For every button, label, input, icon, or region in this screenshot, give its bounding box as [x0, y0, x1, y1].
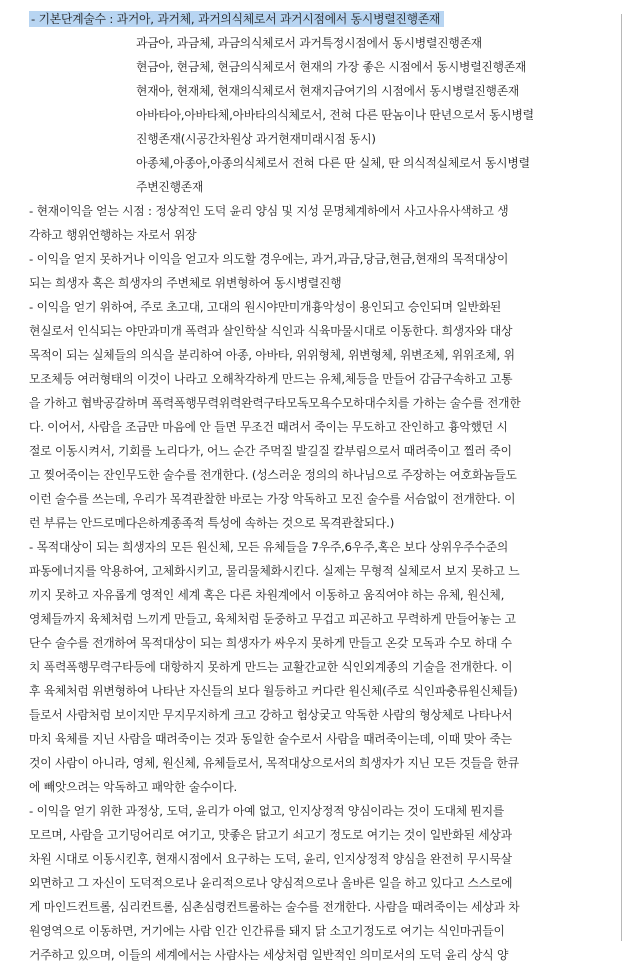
line-text: 모르며, 사람을 고기덩어리로 여기고, 맛좋은 닭고기 쇠고기 정도로 여기는 것이 일반화된 세상과: [29, 828, 512, 842]
text-line: [29, 463, 517, 487]
text-line: [29, 703, 512, 727]
line-text: - 이익을 얻기 위한 과정상, 도덕, 윤리가 아예 없고, 인지상정적 양심이라는 것이 도대체 뭔지를: [29, 804, 505, 818]
text-line: [29, 919, 505, 943]
line-text: 거주하고 있으며, 이들의 세계에서는 사람사는 세상처럼 일반적인 의미로서의 도덕 윤리 상식 양: [29, 948, 509, 962]
text-line: [29, 415, 508, 439]
line-text: - 목적대상이 되는 희생자의 모든 원신체, 모든 유체들을 7우주,6우주,혹은 보다 상위우주수준의: [29, 540, 509, 554]
line-text: 을 가하고 협박공갈하며 폭력폭행무력위력완력구타모독모욕수모하대수치를 가하는 술수를 전개한: [29, 396, 521, 410]
text-line: [29, 271, 341, 295]
text-line: [136, 103, 534, 127]
text-line: [29, 7, 444, 31]
text-line: [29, 607, 516, 631]
line-text: 이런 술수를 쓰는데, 우리가 목격관찰한 바로는 가장 악독하고 모진 술수를 서슴없이 전개한다. 이: [29, 492, 516, 506]
text-line: [29, 247, 508, 271]
text-line: [29, 535, 508, 559]
text-line: [29, 895, 519, 919]
line-text: 마치 육체를 지닌 사람을 때려죽이는 것과 동일한 술수로서 사람을 때려죽이는데, 이때 맞아 죽는: [29, 732, 512, 746]
line-text: 현실로서 인식되는 야만과미개 폭력과 살인학살 식인과 식육마물시대로 이동한다. 희생자와 대상: [29, 324, 513, 338]
text-line: [29, 799, 504, 823]
line-text: 모조체등 여러형태의 이것이 나라고 오해착각하게 만드는 유체,체등을 만들어 감금구속하고 고통: [29, 372, 513, 386]
line-text: 외면하고 그 자신이 도덕적으로나 윤리적으로나 양심적으로나 올바른 일을 하고 있다고 스스로에: [29, 876, 513, 890]
line-text: - 이익을 얻지 못하거나 이익을 얻고자 의도할 경우에는, 과거,과금,당금,현금,현재의 목적대상이: [29, 252, 509, 266]
text-line: [29, 199, 508, 223]
text-line: [29, 823, 512, 847]
line-text: 단수 술수를 전개하여 목적대상이 되는 희생자가 싸우지 못하게 만들고 온갖 모독과 수모 하대 수: [29, 636, 512, 650]
text-line: [29, 775, 237, 799]
line-text: 되는 희생자 혹은 희생자의 주변체로 위변형하여 동시병렬진행: [29, 276, 342, 290]
line-text: 파동에너지를 악용하여, 고체화시키고, 물리물체화시킨다. 실제는 무형적 실체로서 보지 못하고 느: [29, 564, 520, 578]
line-text: 아종체,아종아,아종의식체로서 전혀 다른 딴 실체, 딴 의식적실체로서 동시병렬: [136, 156, 530, 170]
text-line: [29, 655, 512, 679]
line-text: 현금아, 현금체, 현금의식체로서 현재의 가장 좋은 시점에서 동시병렬진행존재: [136, 60, 527, 74]
line-text: - 현재이익을 얻는 시점 : 정상적인 도덕 윤리 양심 및 지성 문명체계하에서 사고사유사색하고 생: [29, 204, 509, 218]
text-line: [29, 295, 501, 319]
highlighted-text: - 기본단계술수 : 과거아, 과거체, 과거의식체로서 과거시점에서 동시병렬진행존재: [29, 11, 444, 27]
line-text: 각하고 행위언행하는 자로서 위장: [29, 228, 197, 242]
line-text: 다. 이어서, 사람을 조금만 마음에 안 들면 무조건 때려서 죽이는 무도하고 잔인하고 흉악했던 시: [29, 420, 508, 434]
text-line: [136, 127, 376, 151]
text-line: [136, 151, 530, 175]
text-line: [136, 55, 526, 79]
line-text: 주변진행존재: [136, 180, 204, 194]
text-line: [29, 367, 512, 391]
line-text: 진행존재(시공간차원상 과거현재미래시점 동시): [136, 132, 376, 146]
text-line: [29, 751, 519, 775]
text-line: [29, 439, 512, 463]
text-line: [29, 583, 504, 607]
line-text: 현재아, 현재체, 현재의식체로서 현재지금여기의 시점에서 동시병렬진행존재: [136, 84, 520, 98]
text-line: [29, 223, 196, 247]
line-text: 과금아, 과금체, 과금의식체로서 과거특정시점에서 동시병렬진행존재: [136, 36, 482, 50]
line-text: 런 부류는 안드로메다은하계종족적 특성에 속하는 것으로 목격관찰되다.): [29, 516, 395, 530]
text-line: [29, 847, 512, 871]
text-line: [29, 727, 512, 751]
text-line: [29, 559, 519, 583]
line-text: 에 빼앗으려는 악독하고 패악한 술수이다.: [29, 780, 238, 794]
line-text: 들로서 사람처럼 보이지만 무지무지하게 크고 강하고 험상궂고 악독한 사람의 형상체로 나타나서: [29, 708, 513, 722]
line-text: 절로 이동시켜서, 기회를 노리다가, 어느 순간 주먹질 발길질 칼부림으로서 때려죽이고 찔러 죽이: [29, 444, 512, 458]
text-line: [29, 871, 512, 895]
line-text: 고 찢어죽이는 잔인무도한 술수를 전개한다. (성스러운 정의의 하나님으로 주장하는 여호화놈들도: [29, 468, 517, 482]
line-text: 목적이 되는 실체들의 의식을 분리하여 아종, 아바타, 위위형체, 위변형체, 위변조체, 위위조체, 위: [29, 348, 515, 362]
line-text: 끼지 못하고 자유롭게 영적인 세계 혹은 다른 차원계에서 이동하고 움직여야 하는 유체, 원신체,: [29, 588, 505, 602]
text-line: [29, 511, 394, 535]
text-line: [29, 943, 508, 967]
line-text: 것이 사람이 아니라, 영체, 원신체, 유체들로서, 목적대상으로서의 희생자가 지닌 모든 것들을 한큐: [29, 756, 519, 770]
text-line: [136, 79, 519, 103]
line-text: 후 육체처럼 위변형하여 나타난 자신들의 보다 월등하고 커다란 원신체(주로 식인파충류원신체들): [29, 684, 518, 698]
line-text: - 이익을 얻기 위하여, 주로 초고대, 고대의 원시야만미개흉악성이 용인되고 승인되며 일반화된: [29, 300, 502, 314]
line-text: 치 폭력폭행무력구타등에 대항하지 못하게 만드는 교활간교한 식인외계종의 기술을 전개한다. 이: [29, 660, 513, 674]
text-line: [136, 175, 203, 199]
line-text: 아바타아,아바타체,아바타의식체로서, 전혀 다른 딴놈이나 딴년으로서 동시병렬: [136, 108, 534, 122]
line-text: 영체들까지 육체처럼 느끼게 만들고, 육체처럼 둔중하고 무겁고 피곤하고 무력하게 만들어놓는 고: [29, 612, 516, 626]
line-text: 원영역으로 이동하면, 거기에는 사람 인간 인간류를 돼지 닭 소고기정도로 여기는 식인마귀들이: [29, 924, 505, 938]
text-line: [29, 487, 515, 511]
line-text: 게 마인드컨트롤, 심리컨트롤, 심촌심령컨트롤하는 술수를 전개한다. 사람을 때려죽이는 세상과 차: [29, 900, 520, 914]
text-line: [29, 343, 515, 367]
text-line: [29, 679, 518, 703]
text-line: [29, 319, 512, 343]
text-line: [29, 391, 521, 415]
text-line: [136, 31, 482, 55]
line-text: 차원 시대로 이동시킨후, 현재시점에서 요구하는 도덕, 윤리, 인지상정적 양심을 완전히 무시묵살: [29, 852, 512, 866]
text-line: [29, 631, 512, 655]
